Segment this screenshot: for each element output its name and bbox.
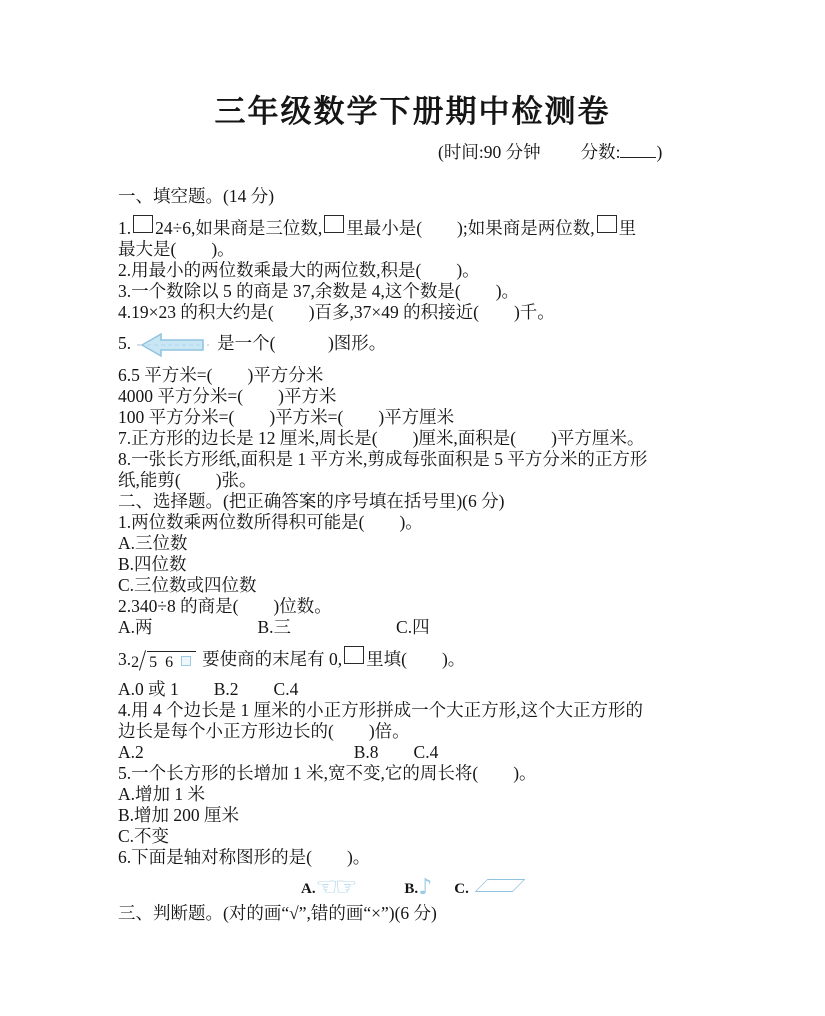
s2-q3-options: A.0 或 1 B.2 C.4 (118, 679, 299, 699)
s1-q5 (118, 330, 724, 360)
q3-number: 3. (118, 649, 132, 669)
blank-box-icon (344, 646, 364, 664)
section3-heading: 三、判断题。(对的画“√”,错的画“×”)(6 分) (118, 903, 437, 923)
division-divisor: 2 (131, 654, 140, 671)
meta-close: ) (656, 142, 663, 162)
s2-q2-options: A.两 B.三 C.四 (118, 617, 430, 637)
s2-q3 (118, 646, 724, 673)
q5-text: 是一个( )图形。 (217, 333, 387, 354)
blue-blank-box-icon (181, 656, 191, 666)
q1-seg3: 里 (618, 218, 637, 238)
worksheet-body (118, 186, 724, 924)
score-blank-line (620, 144, 656, 158)
dividend-digits: 5 6 (149, 654, 176, 671)
s2-q6: 6.下面是轴对称图形的是( )。 (118, 847, 371, 867)
s1-q8-line2: 纸,能剪( )张。 (118, 470, 257, 490)
blank-box-icon (597, 215, 617, 233)
q1-seg2: 里最小是( );如果商是两位数, (346, 218, 595, 238)
section1-heading: 一、填空题。(14 分) (118, 186, 275, 206)
page-title: 三年级数学下册期中检测卷 (214, 94, 611, 129)
s2-q4-line2: 边长是每个小正方形边长的( )倍。 (118, 721, 410, 741)
long-division-icon (131, 651, 196, 673)
s2-q6-figure-row (118, 873, 724, 901)
figure-B-label: B. (404, 881, 419, 897)
s1-q1-line1 (118, 215, 724, 239)
s2-q5: 5.一个长方形的长增加 1 米,宽不变,它的周长将( )。 (118, 763, 537, 783)
s1-q8-line1: 8.一张长方形纸,面积是 1 平方米,剪成每张面积是 5 平方分米的正方形 (118, 449, 648, 469)
s1-q6-line3: 100 平方分米=( )平方米=( )平方厘米 (118, 407, 455, 427)
s2-q2: 2.340÷8 的商是( )位数。 (118, 596, 332, 616)
figure-C-label: C. (454, 881, 469, 897)
s2-q4-options: A.2 B.8 C.4 (118, 742, 439, 762)
mirrored-hands-icon: ☜☞ (315, 872, 355, 901)
q5-number: 5. (118, 333, 132, 354)
blank-box-icon (324, 215, 344, 233)
s1-q6-line1: 6.5 平方米=( )平方分米 (118, 365, 324, 385)
music-note-icon: ♪ (418, 875, 433, 900)
q3-seg2: 里填( )。 (366, 649, 466, 669)
meta-line (0, 139, 825, 164)
s1-q7: 7.正方形的边长是 12 厘米,周长是( )厘米,面积是( )平方厘米。 (118, 428, 645, 448)
meta-score-label: 分数: (580, 142, 621, 162)
left-arrow-symmetry-icon (137, 330, 209, 360)
s2-q4-line1: 4.用 4 个边长是 1 厘米的小正方形拼成一个大正方形,这个大正方形的 (118, 700, 643, 720)
q3-seg1: 要使商的末尾有 0, (202, 649, 343, 669)
division-bracket (139, 651, 147, 670)
parallelogram-icon (474, 879, 525, 892)
s1-q3: 3.一个数除以 5 的商是 37,余数是 4,这个数是( )。 (118, 281, 520, 301)
figure-A-label: A. (301, 881, 316, 897)
s1-q2: 2.用最小的两位数乘最大的两位数,积是( )。 (118, 260, 480, 280)
q1-number: 1. (118, 218, 132, 238)
s2-q1-optB: B.四位数 (118, 554, 187, 574)
s1-q6-line2: 4000 平方分米=( )平方米 (118, 386, 337, 406)
s2-q5-optB: B.增加 200 厘米 (118, 805, 240, 825)
s2-q5-optA: A.增加 1 米 (118, 784, 206, 804)
division-dividend (147, 651, 196, 673)
q1-seg1: 24÷6,如果商是三位数, (155, 218, 323, 238)
s2-q1-optA: A.三位数 (118, 533, 188, 553)
s2-q1-optC: C.三位数或四位数 (118, 575, 257, 595)
blank-box-icon (133, 215, 153, 233)
section2-heading: 二、选择题。(把正确答案的序号填在括号里)(6 分) (118, 491, 505, 511)
meta-time: (时间:90 分钟 (438, 142, 541, 162)
s2-q5-optC: C.不变 (118, 826, 170, 846)
s1-q1-line2: 最大是( )。 (118, 239, 235, 259)
s1-q4: 4.19×23 的积大约是( )百多,37×49 的积接近( )千。 (118, 302, 555, 322)
s2-q1: 1.两位数乘两位数所得积可能是( )。 (118, 512, 423, 532)
